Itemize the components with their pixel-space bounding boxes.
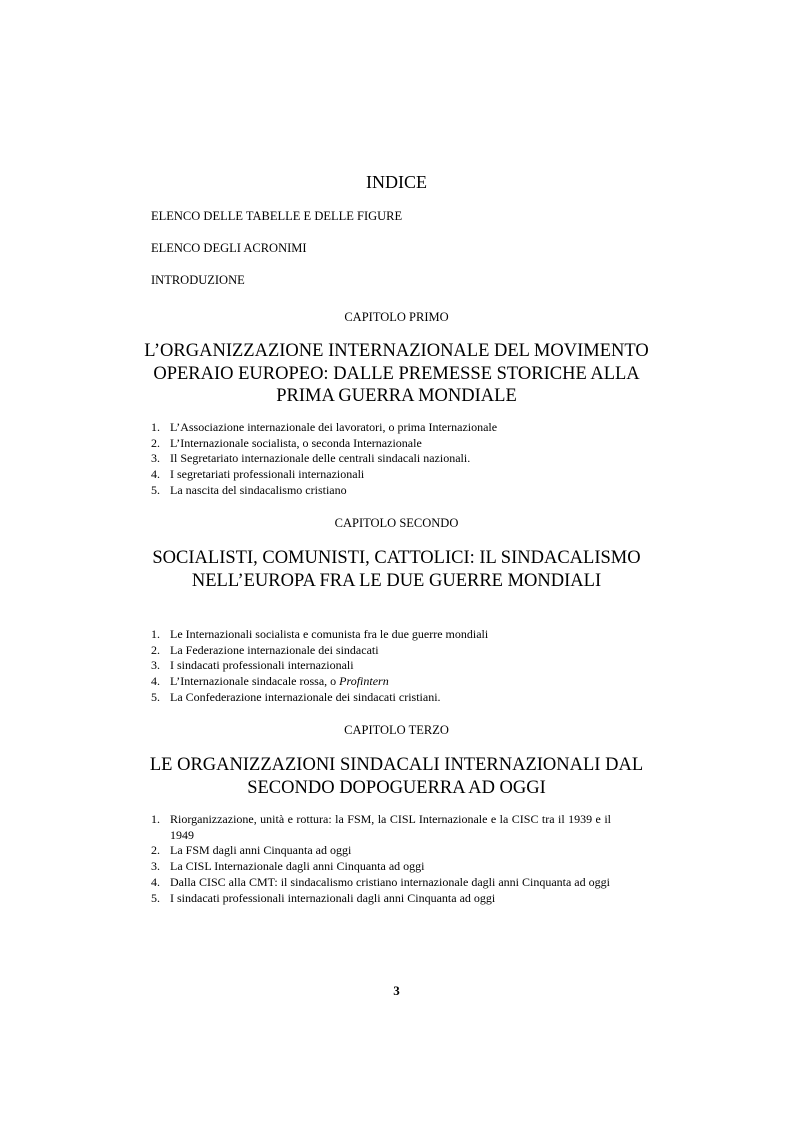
section-number: 2. bbox=[151, 642, 160, 657]
section-number: 1. bbox=[151, 812, 160, 826]
section-title: L’Associazione internazionale dei lavoratori, o prima Internazionale bbox=[170, 420, 498, 434]
section-title: I sindacati professionali internazionali bbox=[170, 658, 354, 673]
section-number: 4. bbox=[151, 674, 160, 689]
section-title-text: L’Internazionale sindacale rossa, o bbox=[170, 674, 340, 689]
section-item bbox=[151, 843, 611, 859]
section-number: 4. bbox=[151, 467, 160, 482]
section-item bbox=[151, 891, 611, 907]
chapter-1-sections bbox=[151, 420, 611, 499]
section-item bbox=[151, 420, 611, 436]
section-title: Riorganizzazione, unità e rottura: la FSM, la CISL Internazionale e la CISC tra il 1939 e il 1949 bbox=[170, 812, 611, 842]
section-number: 3. bbox=[151, 451, 160, 466]
chapter-3-label: CAPITOLO TERZO bbox=[344, 723, 449, 737]
section-item bbox=[151, 483, 611, 499]
chapter-2-sections bbox=[151, 627, 611, 706]
section-number: 1. bbox=[151, 627, 160, 641]
section-item bbox=[151, 451, 611, 467]
chapter-1-title: L’ORGANIZZAZIONE INTERNAZIONALE DEL MOVIMENTO OPERAIO EUROPEO: DALLE PREMESSE STORICHE ALLA PRIMA GUERRA MONDIALE bbox=[144, 341, 649, 406]
section-item bbox=[151, 690, 611, 706]
section-number: 2. bbox=[151, 435, 160, 450]
section-number: 2. bbox=[151, 843, 160, 858]
section-item bbox=[151, 658, 611, 674]
section-title: L’Internazionale socialista, o seconda Internazionale bbox=[170, 435, 422, 450]
section-title: Dalla CISC alla CMT: il sindacalismo cristiano internazionale dagli anni Cinquanta ad oggi bbox=[170, 874, 610, 889]
section-title: I sindacati professionali internazionali dagli anni Cinquanta ad oggi bbox=[170, 890, 496, 905]
section-number: 3. bbox=[151, 658, 160, 673]
chapter-2-label: CAPITOLO SECONDO bbox=[334, 516, 459, 530]
chapter-3-title: LE ORGANIZZAZIONI SINDACALI INTERNAZIONALI DAL SECONDO DOPOGUERRA AD OGGI bbox=[149, 755, 644, 798]
section-number: 5. bbox=[151, 689, 160, 704]
section-title: Il Segretariato internazionale delle centrali sindacali nazionali. bbox=[170, 451, 471, 466]
chapter-2-title: SOCIALISTI, COMUNISTI, CATTOLICI: IL SINDACALISMO NELL’EUROPA FRA LE DUE GUERRE MONDIALI bbox=[152, 548, 641, 591]
page-number: 3 bbox=[393, 983, 400, 998]
section-item bbox=[151, 812, 611, 843]
section-number: 5. bbox=[151, 482, 160, 497]
section-item bbox=[151, 627, 611, 643]
section-title bbox=[170, 674, 611, 690]
page-title: INDICE bbox=[366, 172, 427, 192]
section-title: La nascita del sindacalismo cristiano bbox=[170, 482, 347, 497]
section-number: 3. bbox=[151, 859, 160, 874]
section-title: La CISL Internazionale dagli anni Cinquanta ad oggi bbox=[170, 859, 425, 874]
section-number: 4. bbox=[151, 874, 160, 889]
section-title: Le Internazionali socialista e comunista fra le due guerre mondiali bbox=[170, 627, 489, 641]
section-title: La FSM dagli anni Cinquanta ad oggi bbox=[170, 843, 352, 858]
section-item bbox=[151, 674, 611, 690]
toc-entry-acronyms: ELENCO DEGLI ACRONIMI bbox=[151, 241, 307, 255]
section-item bbox=[151, 859, 611, 875]
section-title: I segretariati professionali internazionali bbox=[170, 467, 365, 482]
section-item bbox=[151, 643, 611, 659]
section-number: 5. bbox=[151, 890, 160, 905]
toc-entry-introduction: INTRODUZIONE bbox=[151, 273, 245, 287]
section-number: 1. bbox=[151, 420, 160, 434]
section-item bbox=[151, 436, 611, 452]
section-item bbox=[151, 875, 611, 891]
section-title: La Federazione internazionale dei sindacati bbox=[170, 642, 379, 657]
toc-entry-tables-figures: ELENCO DELLE TABELLE E DELLE FIGURE bbox=[151, 209, 403, 223]
section-title: La Confederazione internazionale dei sindacati cristiani. bbox=[170, 689, 441, 704]
section-item bbox=[151, 467, 611, 483]
chapter-3-sections bbox=[151, 812, 611, 906]
chapter-1-label: CAPITOLO PRIMO bbox=[344, 310, 449, 324]
section-title-italic: Profintern bbox=[339, 674, 389, 689]
